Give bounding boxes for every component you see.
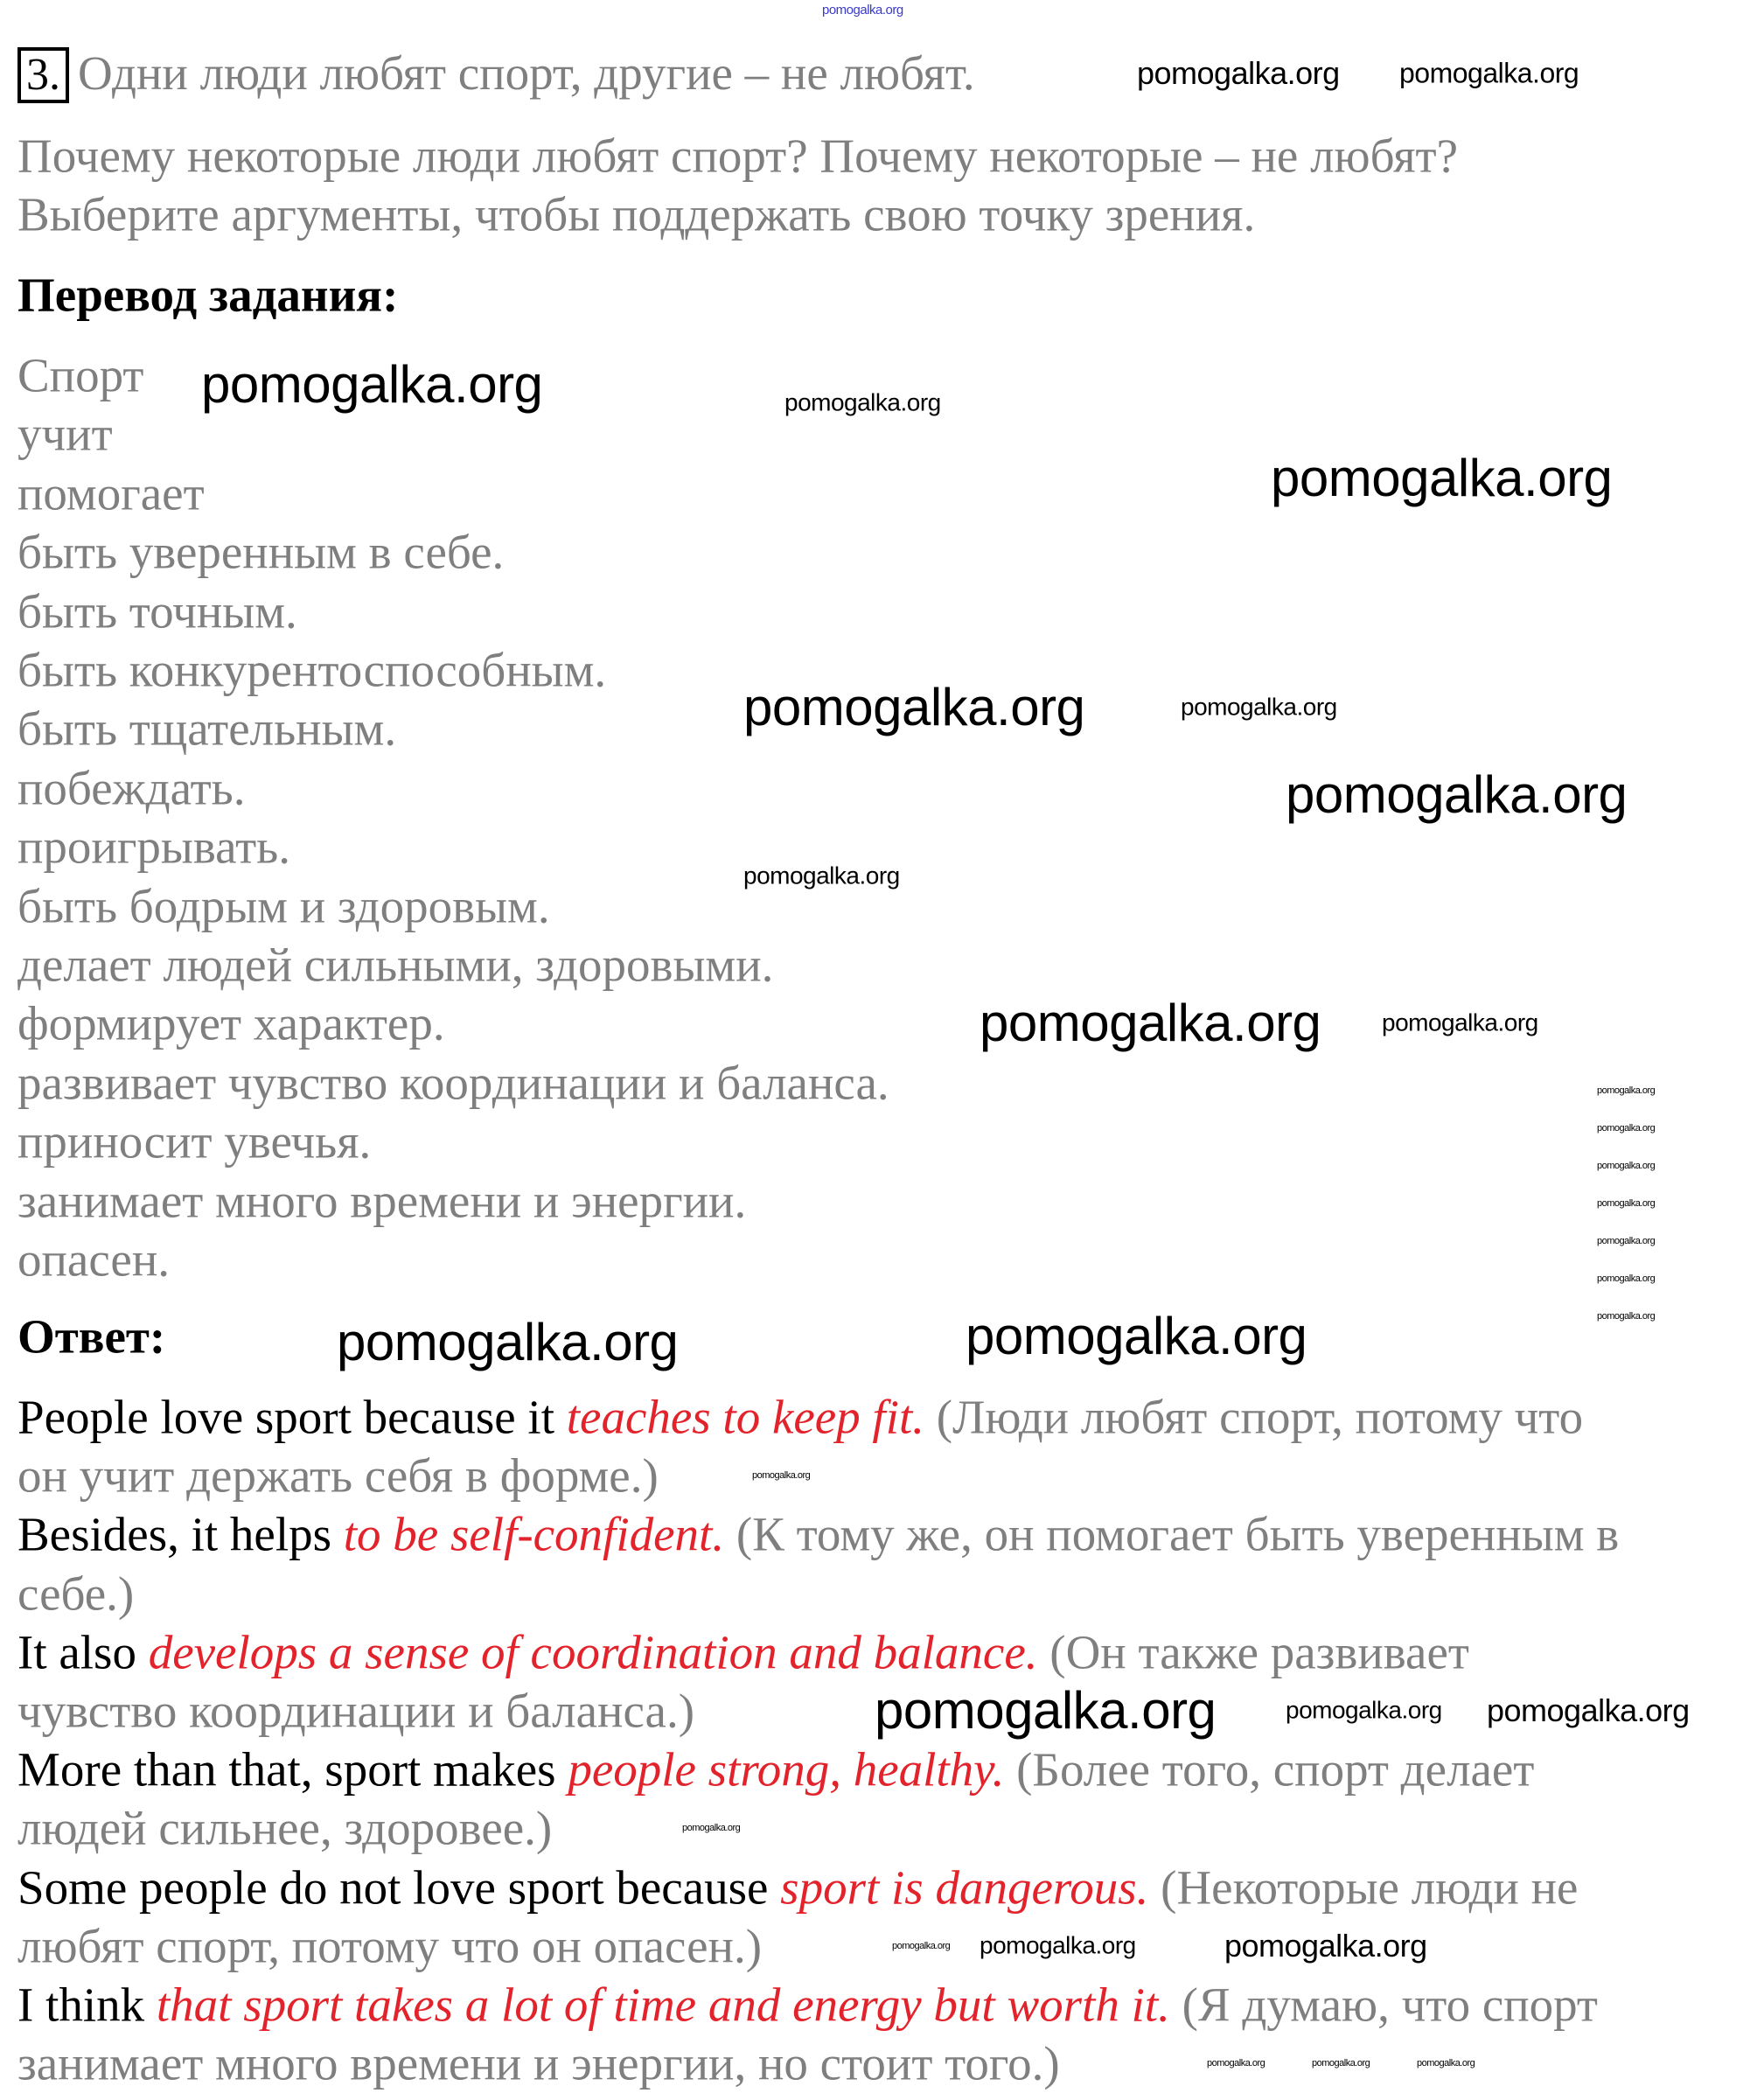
answer-english: It also: [17, 1625, 149, 1679]
answer-translation: (Люди любят спорт, потому что: [924, 1390, 1584, 1444]
translation-line: быть уверенным в себе.: [17, 525, 505, 579]
translation-line: опасен.: [17, 1232, 171, 1287]
answer-translation: (Более того, спорт делает: [1004, 1742, 1535, 1797]
watermark: pomogalka.org: [201, 355, 543, 414]
answer-english: People love sport because it: [17, 1390, 567, 1444]
task-title-text: Одни люди любят спорт, другие – не любят.: [78, 46, 975, 100]
watermark: pomogalka.org: [1312, 2057, 1370, 2069]
answer-highlight: that sport takes a lot of time and energy but worth it.: [156, 1978, 1170, 2032]
translation-line: делает людей сильными, здоровыми.: [17, 938, 774, 992]
translation-line: развивает чувство координации и баланса.: [17, 1056, 889, 1110]
answer-translation: (Он также развивает: [1037, 1625, 1469, 1679]
watermark: pomogalka.org: [966, 1307, 1307, 1365]
watermark: pomogalka.org: [1382, 1008, 1538, 1036]
answer-sentence: [17, 1622, 1469, 1681]
answer-sentence: [17, 1388, 1583, 1447]
watermark: pomogalka.org: [1286, 765, 1628, 824]
answer-translation-cont: чувство координации и баланса.): [17, 1684, 695, 1738]
answer-translation-cont: он учит держать себя в форме.): [17, 1448, 659, 1503]
answer-highlight: teaches to keep fit.: [566, 1390, 925, 1444]
answer-highlight: develops a sense of coordination and balance.: [148, 1625, 1038, 1679]
answer-sentence: [17, 1741, 1534, 1799]
watermark: pomogalka.org: [682, 1822, 741, 1833]
translation-line: помогает: [17, 466, 205, 520]
answer-translation-cont: любят спорт, потому что он опасен.): [17, 1919, 763, 1973]
translation-line: формирует характер.: [17, 996, 445, 1050]
task-title: [17, 44, 975, 103]
translation-line: быть конкурентоспособным.: [17, 643, 607, 697]
translation-line: быть бодрым и здоровым.: [17, 879, 550, 933]
watermark: pomogalka.org: [875, 1681, 1217, 1740]
wm-top: pomogalka.org: [822, 2, 903, 17]
translation-heading: Перевод задания:: [17, 268, 399, 322]
watermark: pomogalka.org: [1286, 1696, 1442, 1724]
watermark: pomogalka.org: [1417, 2057, 1475, 2069]
watermark: pomogalka.org: [1597, 1197, 1656, 1209]
translation-line: быть тщательным.: [17, 701, 397, 756]
answer-highlight: to be self-confident.: [343, 1507, 725, 1561]
watermark: pomogalka.org: [1137, 55, 1340, 92]
answer-translation-cont: людей сильнее, здоровее.): [17, 1801, 553, 1855]
watermark: pomogalka.org: [1224, 1928, 1427, 1964]
translation-line: побеждать.: [17, 761, 246, 815]
answer-sentence: [17, 1858, 1578, 1916]
watermark: pomogalka.org: [1487, 1692, 1690, 1729]
answer-english: I think: [17, 1978, 157, 2032]
watermark: pomogalka.org: [1207, 2057, 1265, 2069]
watermark: pomogalka.org: [1399, 57, 1579, 89]
watermark: pomogalka.org: [784, 388, 941, 416]
translation-line: Спорт: [17, 348, 144, 402]
answer-translation: (К тому же, он помогает быть уверенным в: [724, 1507, 1620, 1561]
watermark: pomogalka.org: [743, 678, 1085, 736]
translation-line: быть точным.: [17, 584, 297, 638]
task-question-line: Выберите аргументы, чтобы поддержать свою точку зрения.: [17, 187, 1256, 241]
watermark: pomogalka.org: [980, 994, 1321, 1052]
translation-line: учит: [17, 407, 113, 461]
task-number: 3.: [17, 47, 69, 103]
answer-translation: (Я думаю, что спорт: [1169, 1978, 1598, 2032]
watermark: pomogalka.org: [892, 1940, 951, 1951]
watermark: pomogalka.org: [980, 1931, 1136, 1959]
watermark: pomogalka.org: [337, 1313, 679, 1371]
answer-translation: (Некоторые люди не: [1148, 1860, 1579, 1915]
watermark: pomogalka.org: [1597, 1235, 1656, 1246]
watermark: pomogalka.org: [1597, 1273, 1656, 1284]
translation-line: проигрывать.: [17, 820, 290, 874]
watermark: pomogalka.org: [1271, 449, 1613, 507]
answer-sentence: [17, 1505, 1619, 1564]
answer-english: Besides, it helps: [17, 1507, 344, 1561]
watermark: pomogalka.org: [1597, 1160, 1656, 1171]
answer-translation-cont: себе.): [17, 1566, 135, 1621]
watermark: pomogalka.org: [1597, 1122, 1656, 1134]
answer-translation-cont: занимает много времени и энергии, но стоит того.): [17, 2036, 1060, 2090]
translation-line: занимает много времени и энергии.: [17, 1174, 747, 1228]
answer-english: More than that, sport makes: [17, 1742, 568, 1797]
watermark: pomogalka.org: [1597, 1310, 1656, 1322]
watermark: pomogalka.org: [743, 862, 900, 890]
task-question-line: Почему некоторые люди любят спорт? Почему некоторые – не любят?: [17, 129, 1458, 183]
answer-highlight: sport is dangerous.: [780, 1860, 1149, 1915]
answer-sentence: [17, 1976, 1598, 2034]
watermark: pomogalka.org: [1181, 693, 1337, 721]
watermark: pomogalka.org: [1597, 1085, 1656, 1096]
translation-line: приносит увечья.: [17, 1114, 372, 1169]
answer-heading: Ответ:: [17, 1309, 166, 1364]
watermark: pomogalka.org: [752, 1469, 811, 1481]
answer-english: Some people do not love sport because: [17, 1860, 781, 1915]
answer-highlight: people strong, healthy.: [568, 1742, 1005, 1797]
